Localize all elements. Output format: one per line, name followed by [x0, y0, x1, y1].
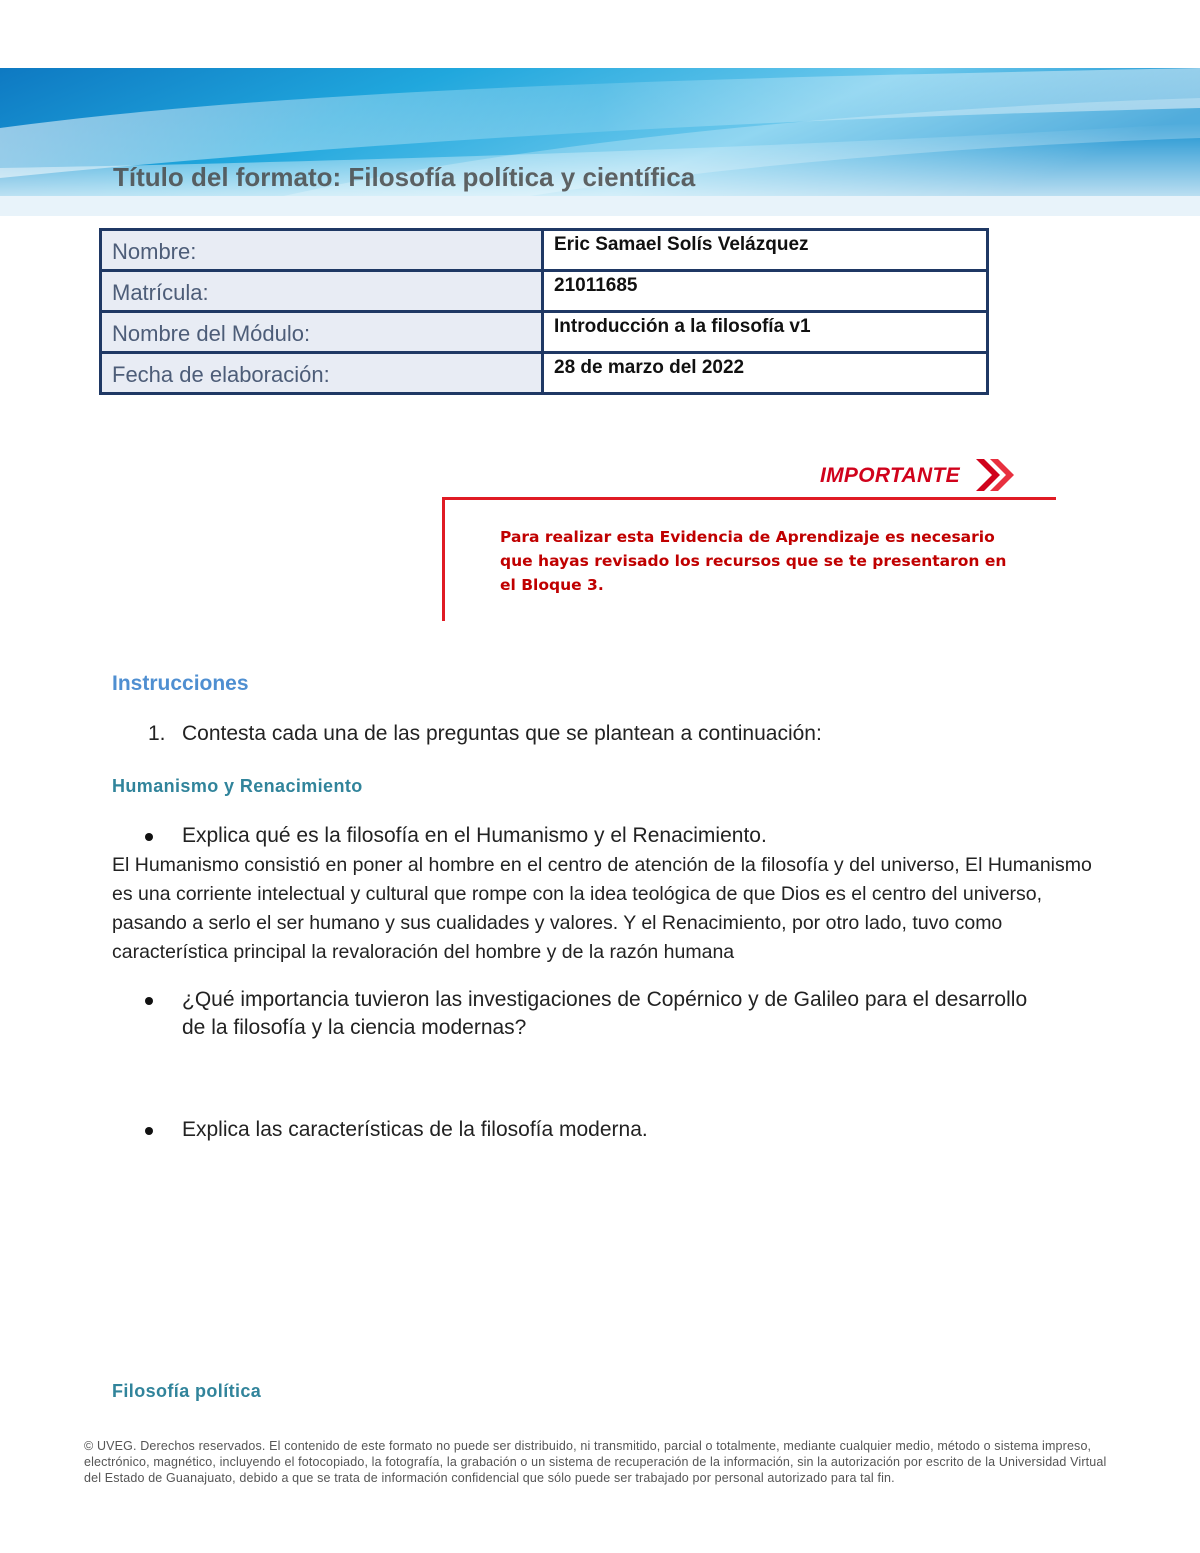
- header-banner: [0, 68, 1200, 216]
- bullet-icon: [145, 997, 153, 1005]
- date-label: Fecha de elaboración:: [101, 353, 543, 394]
- table-row: [101, 353, 988, 394]
- table-row: [101, 271, 988, 312]
- section-heading-humanismo: Humanismo y Renacimiento: [112, 776, 363, 796]
- banner-graphic: [0, 68, 1200, 216]
- question-text: ¿Qué importancia tuvieron las investigaciones de Copérnico y de Galileo para el desarrollo de la filosofía y la ciencia modernas?: [182, 988, 1028, 1039]
- important-text: Para realizar esta Evidencia de Aprendizaje es necesario que hayas revisado los recursos que se te presentaron en el Bloque 3.: [500, 528, 1007, 594]
- important-divider: [444, 497, 1056, 500]
- question-text: Explica las características de la filosofía moderna.: [182, 1118, 648, 1141]
- item-number: 1.: [148, 722, 166, 745]
- date-value: 28 de marzo del 2022: [543, 353, 988, 394]
- question-3: [145, 1116, 1045, 1144]
- question-1: [145, 822, 1045, 850]
- matricula-value: 21011685: [543, 271, 988, 312]
- name-label: Nombre:: [101, 230, 543, 271]
- important-side-rule: [442, 497, 445, 621]
- instruction-item: [148, 722, 822, 746]
- instructions-heading: Instrucciones: [112, 672, 249, 695]
- important-title: IMPORTANTE: [820, 464, 960, 487]
- matricula-label: Matrícula:: [101, 271, 543, 312]
- bullet-icon: [145, 833, 153, 841]
- question-2: [145, 986, 1045, 1042]
- copyright-footer: © UVEG. Derechos reservados. El contenido de este formato no puede ser distribuido, ni transmitido, parcial o totalmente, mediante cualquier medio, método o sistema impreso, electrónico, magnético, incluyendo el fotocopiado, la fotografía, la grabación o un sistema de recuperación de la información, sin la autorización por escrito de la Universidad Virtual del Estado de Guanajuato, debido a que se trata de información confidencial que sólo puede ser trabajado por personal autorizado para tal fin.: [84, 1439, 1107, 1485]
- module-label: Nombre del Módulo:: [101, 312, 543, 353]
- document-title: Título del formato: Filosofía política y científica: [113, 162, 696, 192]
- answer-1: El Humanismo consistió en poner al hombre en el centro de atención de la filosofía y del universo, El Humanismo es una corriente intelectual y cultural que rompe con la idea teológica de que Dios es el centro del universo, pasando a serlo el ser humano y sus cualidades y valores. Y el Renacimiento, por otro lado, tuvo como característica principal la revaloración del hombre y de la razón humana: [112, 854, 1092, 963]
- question-text: Explica qué es la filosofía en el Humanismo y el Renacimiento.: [182, 824, 767, 847]
- name-value: Eric Samael Solís Velázquez: [543, 230, 988, 271]
- section-heading-filosofia-politica: Filosofía política: [112, 1381, 262, 1401]
- item-text: Contesta cada una de las preguntas que se plantean a continuación:: [182, 722, 822, 745]
- table-row: [101, 230, 988, 271]
- student-info-table: [99, 228, 989, 395]
- table-row: [101, 312, 988, 353]
- bullet-icon: [145, 1127, 153, 1135]
- module-value: Introducción a la filosofía v1: [543, 312, 988, 353]
- double-chevron-right-icon: [972, 455, 1018, 500]
